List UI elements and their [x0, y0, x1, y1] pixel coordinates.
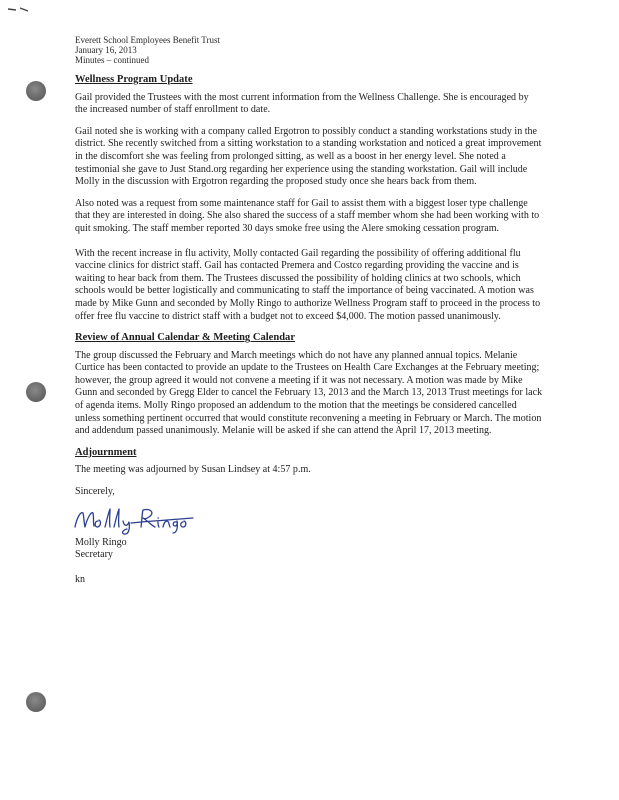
- document-header: [75, 35, 220, 65]
- closing-block: [75, 486, 543, 586]
- punch-hole-top: [26, 81, 46, 101]
- wellness-paragraph-1: Gail provided the Trustees with the most current information from the Wellness Challenge. She is encouraged by the increased number of staff enrollment to date.: [75, 91, 529, 116]
- minutes-body: [75, 74, 543, 586]
- signer-role: Secretary: [75, 549, 113, 561]
- signer-name: Molly Ringo: [75, 536, 127, 548]
- calendar-heading: Review of Annual Calendar & Meeting Calendar: [75, 332, 296, 344]
- handwritten-signature: [69, 505, 199, 535]
- wellness-paragraph-3: Also noted was a request from some maintenance staff for Gail to assist them with a biggest loser type challenge that they are interested in doing. She also shared the success of a staff member whom she had been working with to quit smoking. The staff member reported 30 days smoke free using the Alere smoking cessation program.: [75, 197, 540, 234]
- wellness-paragraph-2: Gail noted she is working with a company called Ergotron to possibly conduct a standing workstations study in the district. She recently switched from a sitting workstation to a standing workstation and noticed a great improvement in the discomfort she was feeling from prolonged sitting, as well as a boost in her energy level. She noted a testimonial she gave to Just Stand.org regarding her experience using the standing workstation. Gail will include Molly in the discussion with Ergotron regarding the proposed study once she hears back from them.: [75, 125, 542, 188]
- adjournment-paragraph: The meeting was adjourned by Susan Lindsey at 4:57 p.m.: [75, 464, 311, 476]
- adjournment-heading: Adjournment: [75, 446, 137, 458]
- wellness-heading: Wellness Program Update: [75, 74, 193, 85]
- header-date: January 16, 2013: [75, 45, 137, 55]
- calendar-paragraph-1: The group discussed the February and March meetings which do not have any planned annual topics. Melanie Curtice has been contacted to provide an update to the Trustees on Health Care Exchanges at the February meeting; however, the group agreed it would not convene a meeting if it was not necessary. A motion was made by Mike Gunn and seconded by Gregg Elder to cancel the February 13, 2013 and the March 13, 2013 Trust meetings for lack of agenda items. Molly Ringo proposed an addendum to the motion that the meetings be considered cancelled unless something pertinent occurred that would constitute reconvening a meeting in February or March. The motion and addendum passed unanimously. Melanie will be asked if she can attend the April 17, 2013 meeting.: [75, 349, 543, 437]
- scan-smudge: [6, 4, 38, 14]
- salutation: Sincerely,: [75, 486, 115, 498]
- punch-hole-bottom: [26, 692, 46, 712]
- header-subtitle: Minutes – continued: [75, 55, 149, 65]
- wellness-paragraph-4: With the recent increase in flu activity, Molly contacted Gail regarding the possibility of offering additional flu vaccine clinics for district staff. Gail has contacted Premera and Costco regarding providing the vaccine and is waiting to hear back from them. The Trustees discussed the possibility of holding clinics at two schools, which schools would be better logistically and communicating to staff the importance of being vaccinated. A motion was made by Mike Gunn and seconded by Molly Ringo to authorize Wellness Program staff to proceed in the process to offer free flu vaccine to district staff with a budget not to exceed $4,000. The motion passed unanimously.: [75, 247, 541, 322]
- typist-initials: kn: [75, 573, 86, 585]
- header-org: Everett School Employees Benefit Trust: [75, 35, 220, 45]
- punch-hole-middle: [26, 382, 46, 402]
